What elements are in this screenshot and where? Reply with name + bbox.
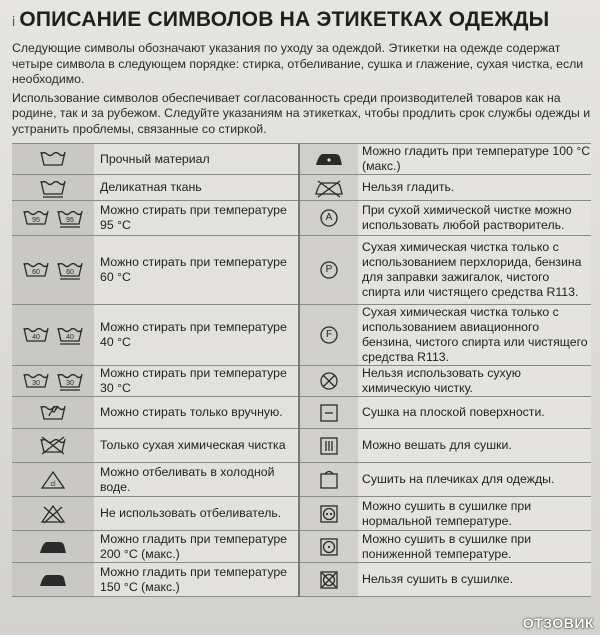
symbol-row	[12, 201, 591, 236]
left-icon-cell	[12, 366, 94, 397]
right-description: Нельзя гладить.	[358, 175, 591, 201]
iron-150-icon	[37, 570, 69, 590]
symbols-table	[12, 143, 591, 597]
svg-text:60: 60	[32, 269, 40, 276]
right-description: Можно гладить при температуре 100 °C (макс.)	[358, 144, 591, 175]
intro-paragraph-2: Использование символов обеспечивает согласованность среди производителей товаров как на родине, так и за рубежом. Следуйте указаниям на этикетках, чтобы продлить срок службы одежды и устранить проблемы, связанные со стиркой.	[12, 90, 591, 136]
left-icon-cell	[12, 463, 94, 497]
right-description: Сушить на плечиках для одежды.	[358, 463, 591, 497]
wash-95-delicate-icon	[55, 207, 85, 229]
right-description: Нельзя сушить в сушилке.	[358, 563, 591, 597]
left-icon-cell	[12, 563, 94, 597]
left-description: Можно отбеливать в холодной воде.	[94, 463, 299, 497]
symbol-row	[12, 497, 591, 531]
left-icon-cell	[12, 531, 94, 563]
right-icon-cell	[299, 305, 358, 366]
symbol-row	[12, 144, 591, 175]
svg-text:95: 95	[66, 217, 74, 224]
svg-text:40: 40	[32, 334, 40, 341]
no-tumble-dry-icon	[318, 569, 340, 591]
svg-text:95: 95	[32, 217, 40, 224]
right-icon-cell	[299, 463, 358, 497]
left-description: Не использовать отбеливатель.	[94, 497, 299, 531]
wash-30-icon	[21, 370, 51, 392]
dryclean-f-icon	[318, 324, 340, 346]
svg-text:30: 30	[32, 380, 40, 387]
left-description: Можно стирать только вручную.	[94, 397, 299, 429]
right-description: Сушка на плоской поверхности.	[358, 397, 591, 429]
intro-paragraph-1: Следующие символы обозначают указания по уходу за одеждой. Этикетки на одежде содержат четыре символа в следующем порядке: стирка, отбеливание, сушка и глажение, сухая чистка, если необходимо.	[12, 41, 584, 87]
left-description: Прочный материал	[94, 144, 299, 175]
right-icon-cell	[299, 366, 358, 397]
no-bleach-icon	[40, 503, 66, 525]
left-description: Можно гладить при температуре 150 °C (макс.)	[94, 563, 299, 597]
symbol-row	[12, 305, 591, 366]
wash-60-icon	[21, 259, 51, 281]
right-description: Можно сушить в сушилке при пониженной температуре.	[358, 531, 591, 563]
svg-text:40: 40	[66, 334, 74, 341]
left-description: Можно стирать при температуре 30 °C	[94, 366, 299, 397]
right-icon-cell	[299, 236, 358, 305]
dryclean-a-icon	[318, 207, 340, 229]
symbol-row	[12, 429, 591, 463]
symbol-row	[12, 463, 591, 497]
line-dry-icon	[318, 435, 340, 457]
right-description: При сухой химической чистке можно использовать любой растворитель.	[358, 201, 591, 236]
svg-text:30: 30	[66, 380, 74, 387]
right-icon-cell	[299, 531, 358, 563]
right-icon-cell	[299, 175, 358, 201]
symbol-row	[12, 236, 591, 305]
iron-100-icon	[313, 149, 345, 169]
page-title	[12, 8, 549, 32]
right-icon-cell	[299, 429, 358, 463]
hand-wash-icon	[38, 402, 68, 424]
dryclean-p-icon	[318, 259, 340, 281]
wash-delicate-icon	[38, 177, 68, 199]
watermark: ОТЗОВИК	[522, 615, 594, 631]
right-icon-cell	[299, 201, 358, 236]
left-icon-cell	[12, 305, 94, 366]
no-iron-icon	[313, 178, 345, 198]
left-icon-cell	[12, 236, 94, 305]
wash-40-delicate-icon	[55, 324, 85, 346]
no-wash-icon	[38, 435, 68, 457]
left-description: Можно стирать при температуре 60 °C	[94, 236, 299, 305]
tumble-dry-low-icon	[318, 536, 340, 558]
left-icon-cell	[12, 397, 94, 429]
symbol-row	[12, 531, 591, 563]
right-description: Нельзя использовать сухую химическую чистку.	[358, 366, 591, 397]
svg-text:60: 60	[66, 269, 74, 276]
intro-text	[12, 41, 592, 141]
dryclean-letter: F	[325, 329, 333, 340]
left-description: Можно стирать при температуре 40 °C	[94, 305, 299, 366]
tumble-dry-normal-icon	[318, 503, 340, 525]
right-icon-cell	[299, 144, 358, 175]
left-description: Можно стирать при температуре 95 °C	[94, 201, 299, 236]
left-description: Деликатная ткань	[94, 175, 299, 201]
wash-60-delicate-icon	[55, 259, 85, 281]
dryclean-letter: A	[325, 212, 333, 223]
dry-flat-icon	[318, 402, 340, 424]
right-description: Можно вешать для сушки.	[358, 429, 591, 463]
wash-95-icon	[21, 207, 51, 229]
left-icon-cell	[12, 497, 94, 531]
right-icon-cell	[299, 563, 358, 597]
iron-200-icon	[37, 537, 69, 557]
left-icon-cell	[12, 144, 94, 175]
bleach-cold-icon	[40, 469, 66, 491]
symbol-row	[12, 175, 591, 201]
symbol-row	[12, 397, 591, 429]
right-icon-cell	[299, 497, 358, 531]
wash-40-icon	[21, 324, 51, 346]
right-description: Можно сушить в сушилке при нормальной температуре.	[358, 497, 591, 531]
symbol-row	[12, 366, 591, 397]
left-icon-cell	[12, 201, 94, 236]
left-icon-cell	[12, 429, 94, 463]
dryclean-letter: P	[325, 264, 333, 275]
right-icon-cell	[299, 397, 358, 429]
page-title-text: ОПИСАНИЕ СИМВОЛОВ НА ЭТИКЕТКАХ ОДЕЖДЫ	[19, 8, 550, 31]
svg-text:cl: cl	[50, 480, 56, 488]
left-description: Только сухая химическая чистка	[94, 429, 299, 463]
no-dryclean-icon	[318, 370, 340, 392]
wash-30-delicate-icon	[55, 370, 85, 392]
left-icon-cell	[12, 175, 94, 201]
symbol-row	[12, 563, 591, 597]
wash-icon	[38, 148, 68, 170]
hanger-dry-icon	[318, 469, 340, 491]
right-description: Сухая химическая чистка только с использованием перхлорида, бензина для заправки зажигалок, чистого спирта или чистящего средства R113.	[358, 236, 591, 305]
right-description: Сухая химическая чистка только с использованием авиационного бензина, чистого спирта или чистящего средства R113.	[358, 305, 591, 366]
left-description: Можно гладить при температуре 200 °C (макс.)	[94, 531, 299, 563]
page-marker: i	[12, 13, 16, 29]
